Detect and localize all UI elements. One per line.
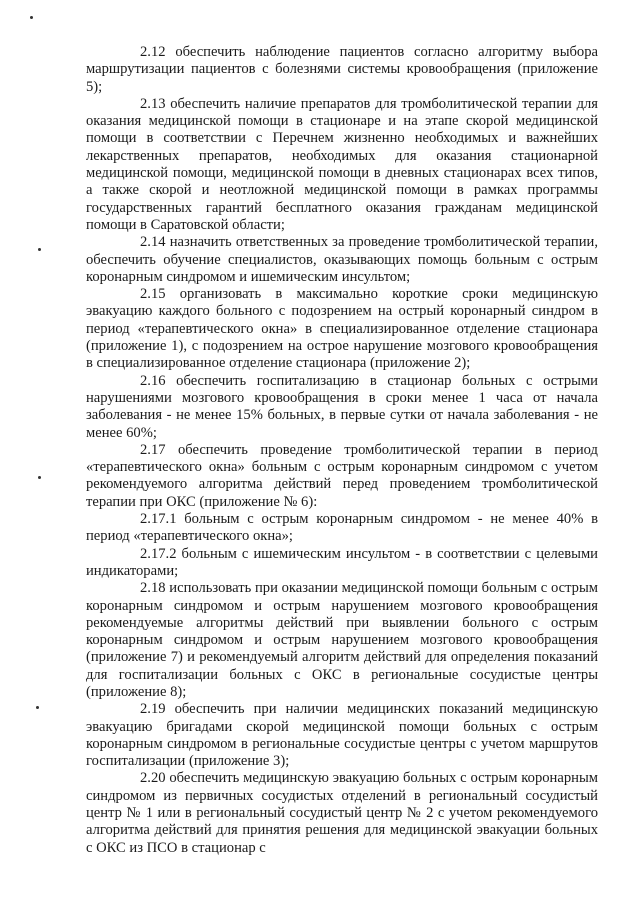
paragraph-2-19: 2.19 обеспечить при наличии медицинских показаний медицинскую эвакуацию бригадами скорой медицинской помощи больных с острым коронарным синдромом в региональные сосудистые центры с учетом маршрутов госпитализации (приложение 3); [86, 701, 598, 770]
paragraph-2-18: 2.18 использовать при оказании медицинской помощи больным с острым коронарным синдромом и острым нарушением мозгового кровообращения рекомендуемые алгоритмы действий при выявлении больного с острым коронарным синдромом и острым нарушением мозгового кровообращения (приложение 7) и рекомендуемый алгоритм действий для определения показаний для госпитализации больных с ОКС в региональные сосудистые центры (приложение 8); [86, 580, 598, 700]
paragraph-2-16: 2.16 обеспечить госпитализацию в стационар больных с острыми нарушениями мозгового кровообращения в сроки менее 1 часа от начала заболевания - не менее 15% больных, в первые сутки от начала заболевания - не менее 60%; [86, 372, 598, 441]
scan-dot-mark [38, 248, 41, 251]
paragraph-2-17-1: 2.17.1 больным с острым коронарным синдромом - не менее 40% в период «терапевтического окна»; [86, 511, 598, 545]
paragraph-2-20: 2.20 обеспечить медицинскую эвакуацию больных с острым коронарным синдромом из первичных сосудистых отделений в региональный сосудистый центр № 1 или в региональный сосудистый центр № 2 с учетом рекомендуемого алгоритма действий для принятия решения для медицинской эвакуации больных с ОКС из ПСО в стационар с [86, 770, 598, 856]
paragraph-2-17-2: 2.17.2 больным с ишемическим инсультом - в соответствии с целевыми индикаторами; [86, 545, 598, 579]
document-page [86, 44, 598, 857]
paragraph-2-15: 2.15 организовать в максимально короткие сроки медицинскую эвакуацию каждого больного с подозрением на острый коронарный синдром в период «терапевтического окна» в специализированное отделение стационара (приложение 1), с подозрением на острое нарушение мозгового кровообращения в специализированное отделение стационара (приложение 2); [86, 286, 598, 372]
scan-dot-mark [38, 476, 41, 479]
scan-dot-mark [36, 706, 39, 709]
paragraph-2-17: 2.17 обеспечить проведение тромболитической терапии в период «терапевтического окна» больным с острым коронарным синдромом с учетом рекомендуемого алгоритма действий перед проведением тромболитической терапии при ОКС (приложение № 6): [86, 441, 598, 510]
scan-dot-mark [30, 16, 33, 19]
paragraph-2-13: 2.13 обеспечить наличие препаратов для тромболитической терапии для оказания медицинской помощи в стационаре и на этапе скорой медицинской помощи в соответствии с Перечнем жизненно необходимых и важнейших лекарственных препаратов, необходимых для оказания стационарной медицинской помощи, медицинской помощи в дневных стационарах всех типов, а также скорой и неотложной медицинской помощи в рамках программы государственных гарантий бесплатного оказания гражданам медицинской помощи в Саратовской области; [86, 95, 598, 233]
paragraph-2-12: 2.12 обеспечить наблюдение пациентов согласно алгоритму выбора маршрутизации пациентов с болезнями системы кровообращения (приложение 5); [86, 44, 598, 95]
paragraph-2-14: 2.14 назначить ответственных за проведение тромболитической терапии, обеспечить обучение специалистов, оказывающих помощь больным с острым коронарным синдромом и ишемическим инсультом; [86, 234, 598, 285]
